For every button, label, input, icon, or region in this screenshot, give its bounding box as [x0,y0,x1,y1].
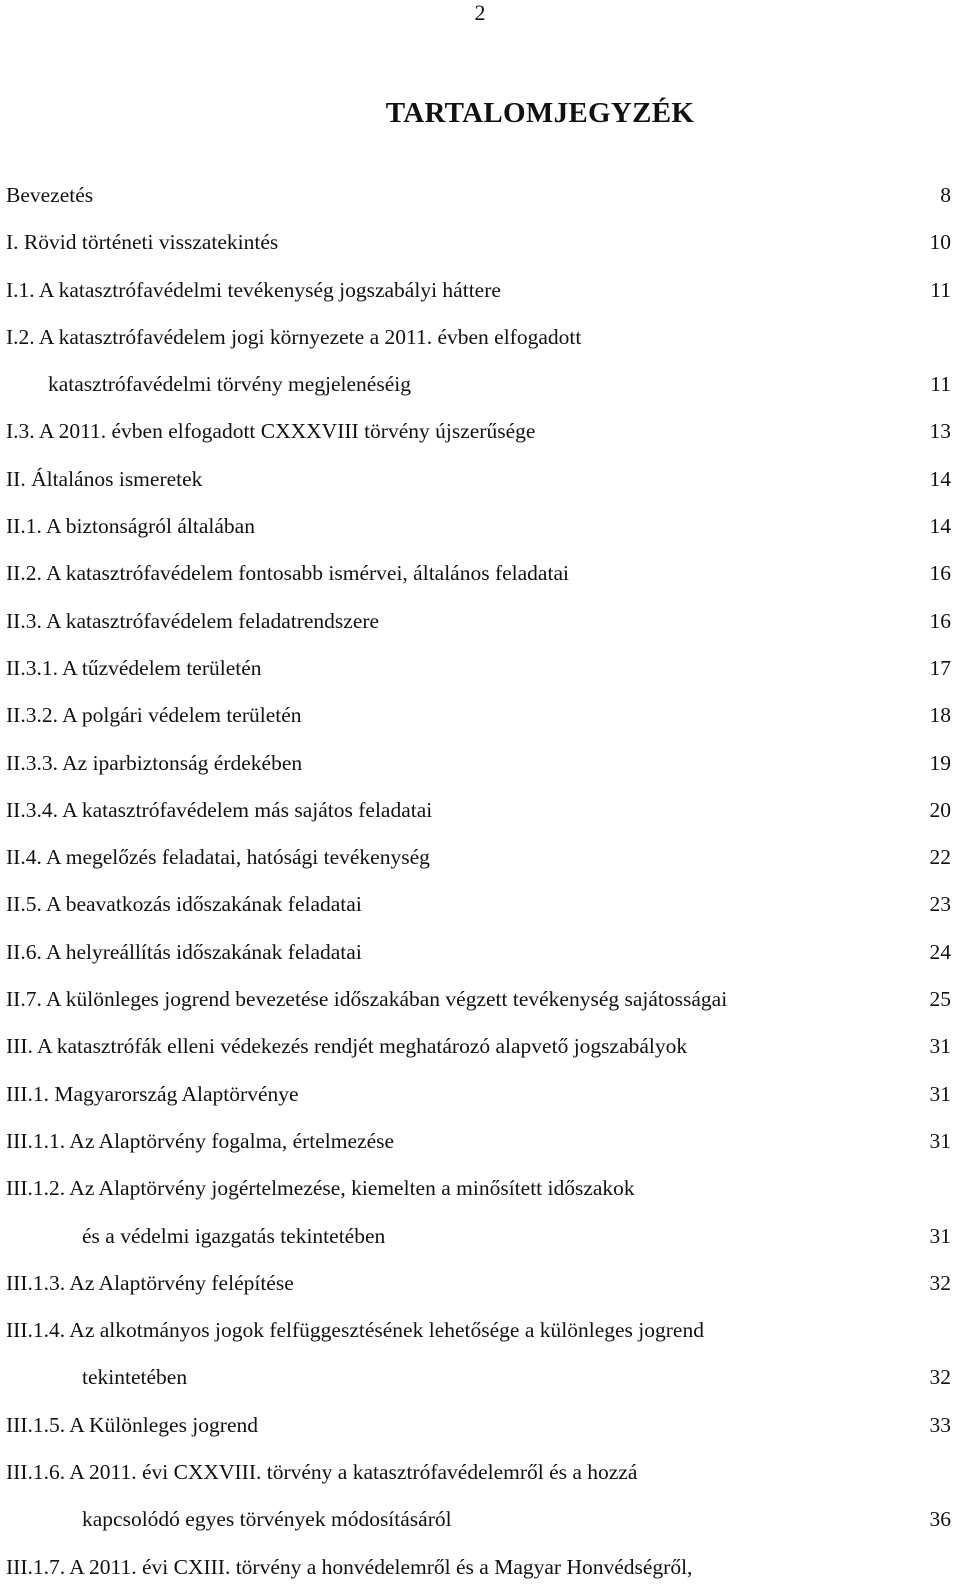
toc-entry-page: 17 [929,655,951,680]
toc-entry [6,881,951,928]
toc-entry-text: III.1.3. Az Alaptörvény felépítése [6,1270,294,1295]
toc-entry-page: 16 [929,561,951,586]
toc-entry-text: és a védelmi igazgatás tekintetében [82,1223,386,1248]
toc-entry [6,1165,951,1212]
toc-entry [6,361,951,408]
toc-entry-page: 36 [929,1507,951,1532]
toc-entry-text: III.1.7. A 2011. évi CXIII. törvény a honvédelemről és a Magyar Honvédségről, [6,1554,693,1579]
toc-entry-page: 33 [929,1412,951,1437]
toc-entry [6,172,951,219]
toc-entry-page: 31 [929,1128,951,1153]
toc-entry [6,787,951,834]
toc-entry-text: II.4. A megelőzés feladatai, hatósági tevékenység [6,845,430,870]
toc-entry-page: 19 [929,750,951,775]
toc-entry [6,1071,951,1118]
toc-entry [6,1213,951,1260]
toc-entry-text: I.2. A katasztrófavédelem jogi környezete a 2011. évben elfogadott [6,324,582,349]
toc-entry-page: 11 [930,372,951,397]
toc-entry-page: 20 [929,797,951,822]
toc-entry-text: II.3.3. Az iparbiztonság érdekében [6,750,303,775]
toc-entry [6,1496,951,1543]
page-title: TARTALOMJEGYZÉK [385,97,695,129]
toc-entry-text: II.7. A különleges jogrend bevezetése időszakában végzett tevékenység sajátosságai [6,987,728,1012]
toc-entry-text: II.3.1. A tűzvédelem területén [6,655,262,680]
toc-entry-page: 11 [930,277,951,302]
toc-entry [6,1354,951,1401]
toc-entry-text: II.5. A beavatkozás időszakának feladatai [6,892,362,917]
toc-entry-page: 18 [929,703,951,728]
toc-entry-text: II.6. A helyreállítás időszakának feladatai [6,939,362,964]
toc-entry-page: 8 [940,183,951,207]
toc-entry [6,1402,951,1449]
toc-entry [6,692,951,739]
toc-entry-text: I.1. A katasztrófavédelmi tevékenység jogszabályi háttere [6,277,501,302]
toc-entry-text: III.1.1. Az Alaptörvény fogalma, értelmezése [6,1128,395,1153]
toc-entry [6,550,951,597]
toc-entry-page: 10 [929,230,951,255]
toc-entry-page: 14 [929,514,951,539]
toc-entry [6,598,951,645]
toc-entry [6,1118,951,1165]
toc-entry [6,314,951,361]
toc-entry-page: 16 [929,608,951,633]
toc-entry-page: 25 [929,987,951,1012]
toc-entry-text: III.1.5. A Különleges jogrend [6,1412,258,1437]
toc-entry-page: 31 [929,1034,951,1059]
toc-entry [6,1307,951,1354]
toc-entry [6,219,951,266]
toc-entry [6,976,951,1023]
page-number: 2 [474,0,486,25]
toc-entry [6,408,951,455]
toc-entry-text: kapcsolódó egyes törvények módosításáról [82,1507,452,1532]
toc-entry-text: III. A katasztrófák elleni védekezés rendjét meghatározó alapvető jogszabályok [6,1034,688,1059]
toc-entry-page: 32 [929,1270,951,1295]
toc-entry-text: II.3.2. A polgári védelem területén [6,703,302,728]
toc-entry-page: 24 [929,939,951,964]
toc-entry-text: II. Általános ismeretek [6,466,203,491]
toc-entry [6,740,951,787]
toc-entry-text: II.1. A biztonságról általában [6,514,255,539]
toc-entry-text: III.1. Magyarország Alaptörvénye [6,1081,299,1106]
toc-entry [6,1544,951,1591]
toc-entry-text: III.1.4. Az alkotmányos jogok felfüggesztésének lehetősége a különleges jogrend [6,1318,704,1343]
toc-entry [6,834,951,881]
table-of-contents [6,172,951,1591]
toc-entry-page: 23 [929,892,951,917]
toc-entry-text: I. Rövid történeti visszatekintés [6,230,279,255]
toc-entry-text: II.2. A katasztrófavédelem fontosabb ismérvei, általános feladatai [6,561,569,586]
toc-entry-page: 14 [929,466,951,491]
toc-entry-text: Bevezetés [6,183,94,207]
toc-entry-text: II.3. A katasztrófavédelem feladatrendszere [6,608,380,633]
toc-entry [6,503,951,550]
toc-entry [6,1023,951,1070]
toc-entry [6,456,951,503]
toc-entry-text: I.3. A 2011. évben elfogadott CXXXVIII törvény újszerűsége [6,419,536,444]
toc-entry-text: katasztrófavédelmi törvény megjelenéséig [48,372,411,397]
toc-entry-page: 31 [929,1223,951,1248]
toc-entry-text: II.3.4. A katasztrófavédelem más sajátos feladatai [6,797,433,822]
toc-entry-page: 31 [929,1081,951,1106]
toc-entry-page: 13 [929,419,951,444]
toc-entry [6,1260,951,1307]
toc-entry-text: tekintetében [82,1365,188,1390]
toc-entry-page: 22 [929,845,951,870]
toc-entry [6,1449,951,1496]
toc-entry [6,267,951,314]
toc-entry-page: 32 [929,1365,951,1390]
toc-entry [6,645,951,692]
toc-entry-text: III.1.2. Az Alaptörvény jogértelmezése, kiemelten a minősített időszakok [6,1176,635,1201]
toc-entry-text: III.1.6. A 2011. évi CXXVIII. törvény a katasztrófavédelemről és a hozzá [6,1460,638,1485]
toc-entry [6,929,951,976]
